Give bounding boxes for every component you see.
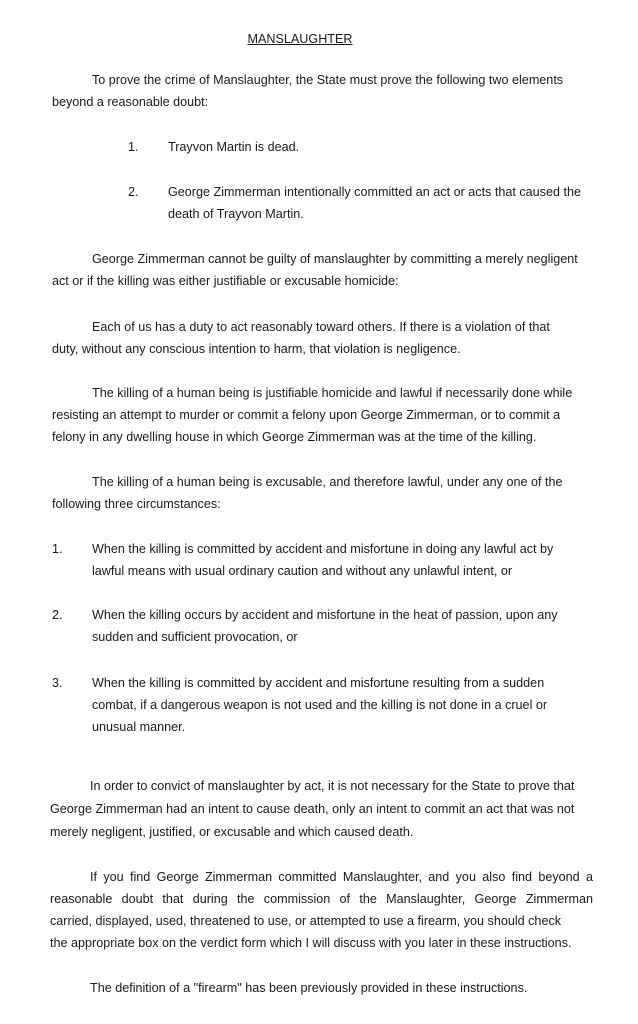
element-1-number: 1. — [128, 140, 139, 154]
circumstance-2-line-2: sudden and sufficient provocation, or — [92, 630, 298, 644]
negligent-line-2: act or if the killing was either justifiable or excusable homicide: — [52, 274, 399, 288]
circumstance-3-line-2: combat, if a dangerous weapon is not used and the killing is not done in a cruel or — [92, 698, 548, 712]
element-1-text: Trayvon Martin is dead. — [168, 140, 300, 154]
page-title: MANSLAUGHTER — [247, 32, 353, 46]
justifiable-line-1: The killing of a human being is justifiable homicide and lawful if necessarily done while — [92, 386, 573, 400]
element-2-number: 2. — [128, 185, 139, 199]
circumstance-1-line-2: lawful means with usual ordinary caution and without any unlawful intent, or — [92, 564, 513, 578]
convict-line-1: In order to convict of manslaughter by act, it is not necessary for the State to prove that — [90, 779, 575, 793]
duty-line-2: duty, without any conscious intention to harm, that violation is negligence. — [52, 342, 461, 356]
excusable-line-2: following three circumstances: — [52, 497, 221, 511]
firearm-line-4: the appropriate box on the verdict form which I will discuss with you later in these instructions. — [50, 936, 572, 950]
definition-line: The definition of a "firearm" has been previously provided in these instructions. — [90, 981, 528, 995]
convict-line-3: merely negligent, justified, or excusable and which caused death. — [50, 825, 414, 839]
intro-line-2: beyond a reasonable doubt: — [52, 95, 209, 109]
justifiable-line-2: resisting an attempt to murder or commit a felony upon George Zimmerman, or to commit a — [52, 408, 561, 422]
firearm-line-1: If you find George Zimmerman committed Manslaughter, and you also find beyond a — [90, 870, 593, 884]
element-2-text-line-2: death of Trayvon Martin. — [168, 207, 304, 221]
firearm-line-3: carried, displayed, used, threatened to use, or attempted to use a firearm, you should check — [50, 914, 562, 928]
firearm-line-2: reasonable doubt that during the commission of the Manslaughter, George Zimmerman — [50, 892, 593, 906]
circumstance-3-number: 3. — [52, 676, 63, 690]
convict-line-2: George Zimmerman had an intent to cause death, only an intent to commit an act that was not — [50, 802, 575, 816]
intro-line-1: To prove the crime of Manslaughter, the State must prove the following two elements — [92, 73, 564, 87]
justifiable-line-3: felony in any dwelling house in which George Zimmerman was at the time of the killing. — [52, 430, 537, 444]
circumstance-3-line-1: When the killing is committed by accident and misfortune resulting from a sudden — [92, 676, 545, 690]
negligent-line-1: George Zimmerman cannot be guilty of manslaughter by committing a merely negligent — [92, 252, 578, 266]
circumstance-2-line-1: When the killing occurs by accident and misfortune in the heat of passion, upon any — [92, 608, 558, 622]
element-2-text-line-1: George Zimmerman intentionally committed an act or acts that caused the — [168, 185, 581, 199]
excusable-line-1: The killing of a human being is excusable, and therefore lawful, under any one of the — [92, 475, 563, 489]
circumstance-2-number: 2. — [52, 608, 63, 622]
circumstance-1-number: 1. — [52, 542, 63, 556]
duty-line-1: Each of us has a duty to act reasonably toward others. If there is a violation of that — [92, 320, 550, 334]
circumstance-3-line-3: unusual manner. — [92, 720, 186, 734]
circumstance-1-line-1: When the killing is committed by accident and misfortune in doing any lawful act by — [92, 542, 554, 556]
